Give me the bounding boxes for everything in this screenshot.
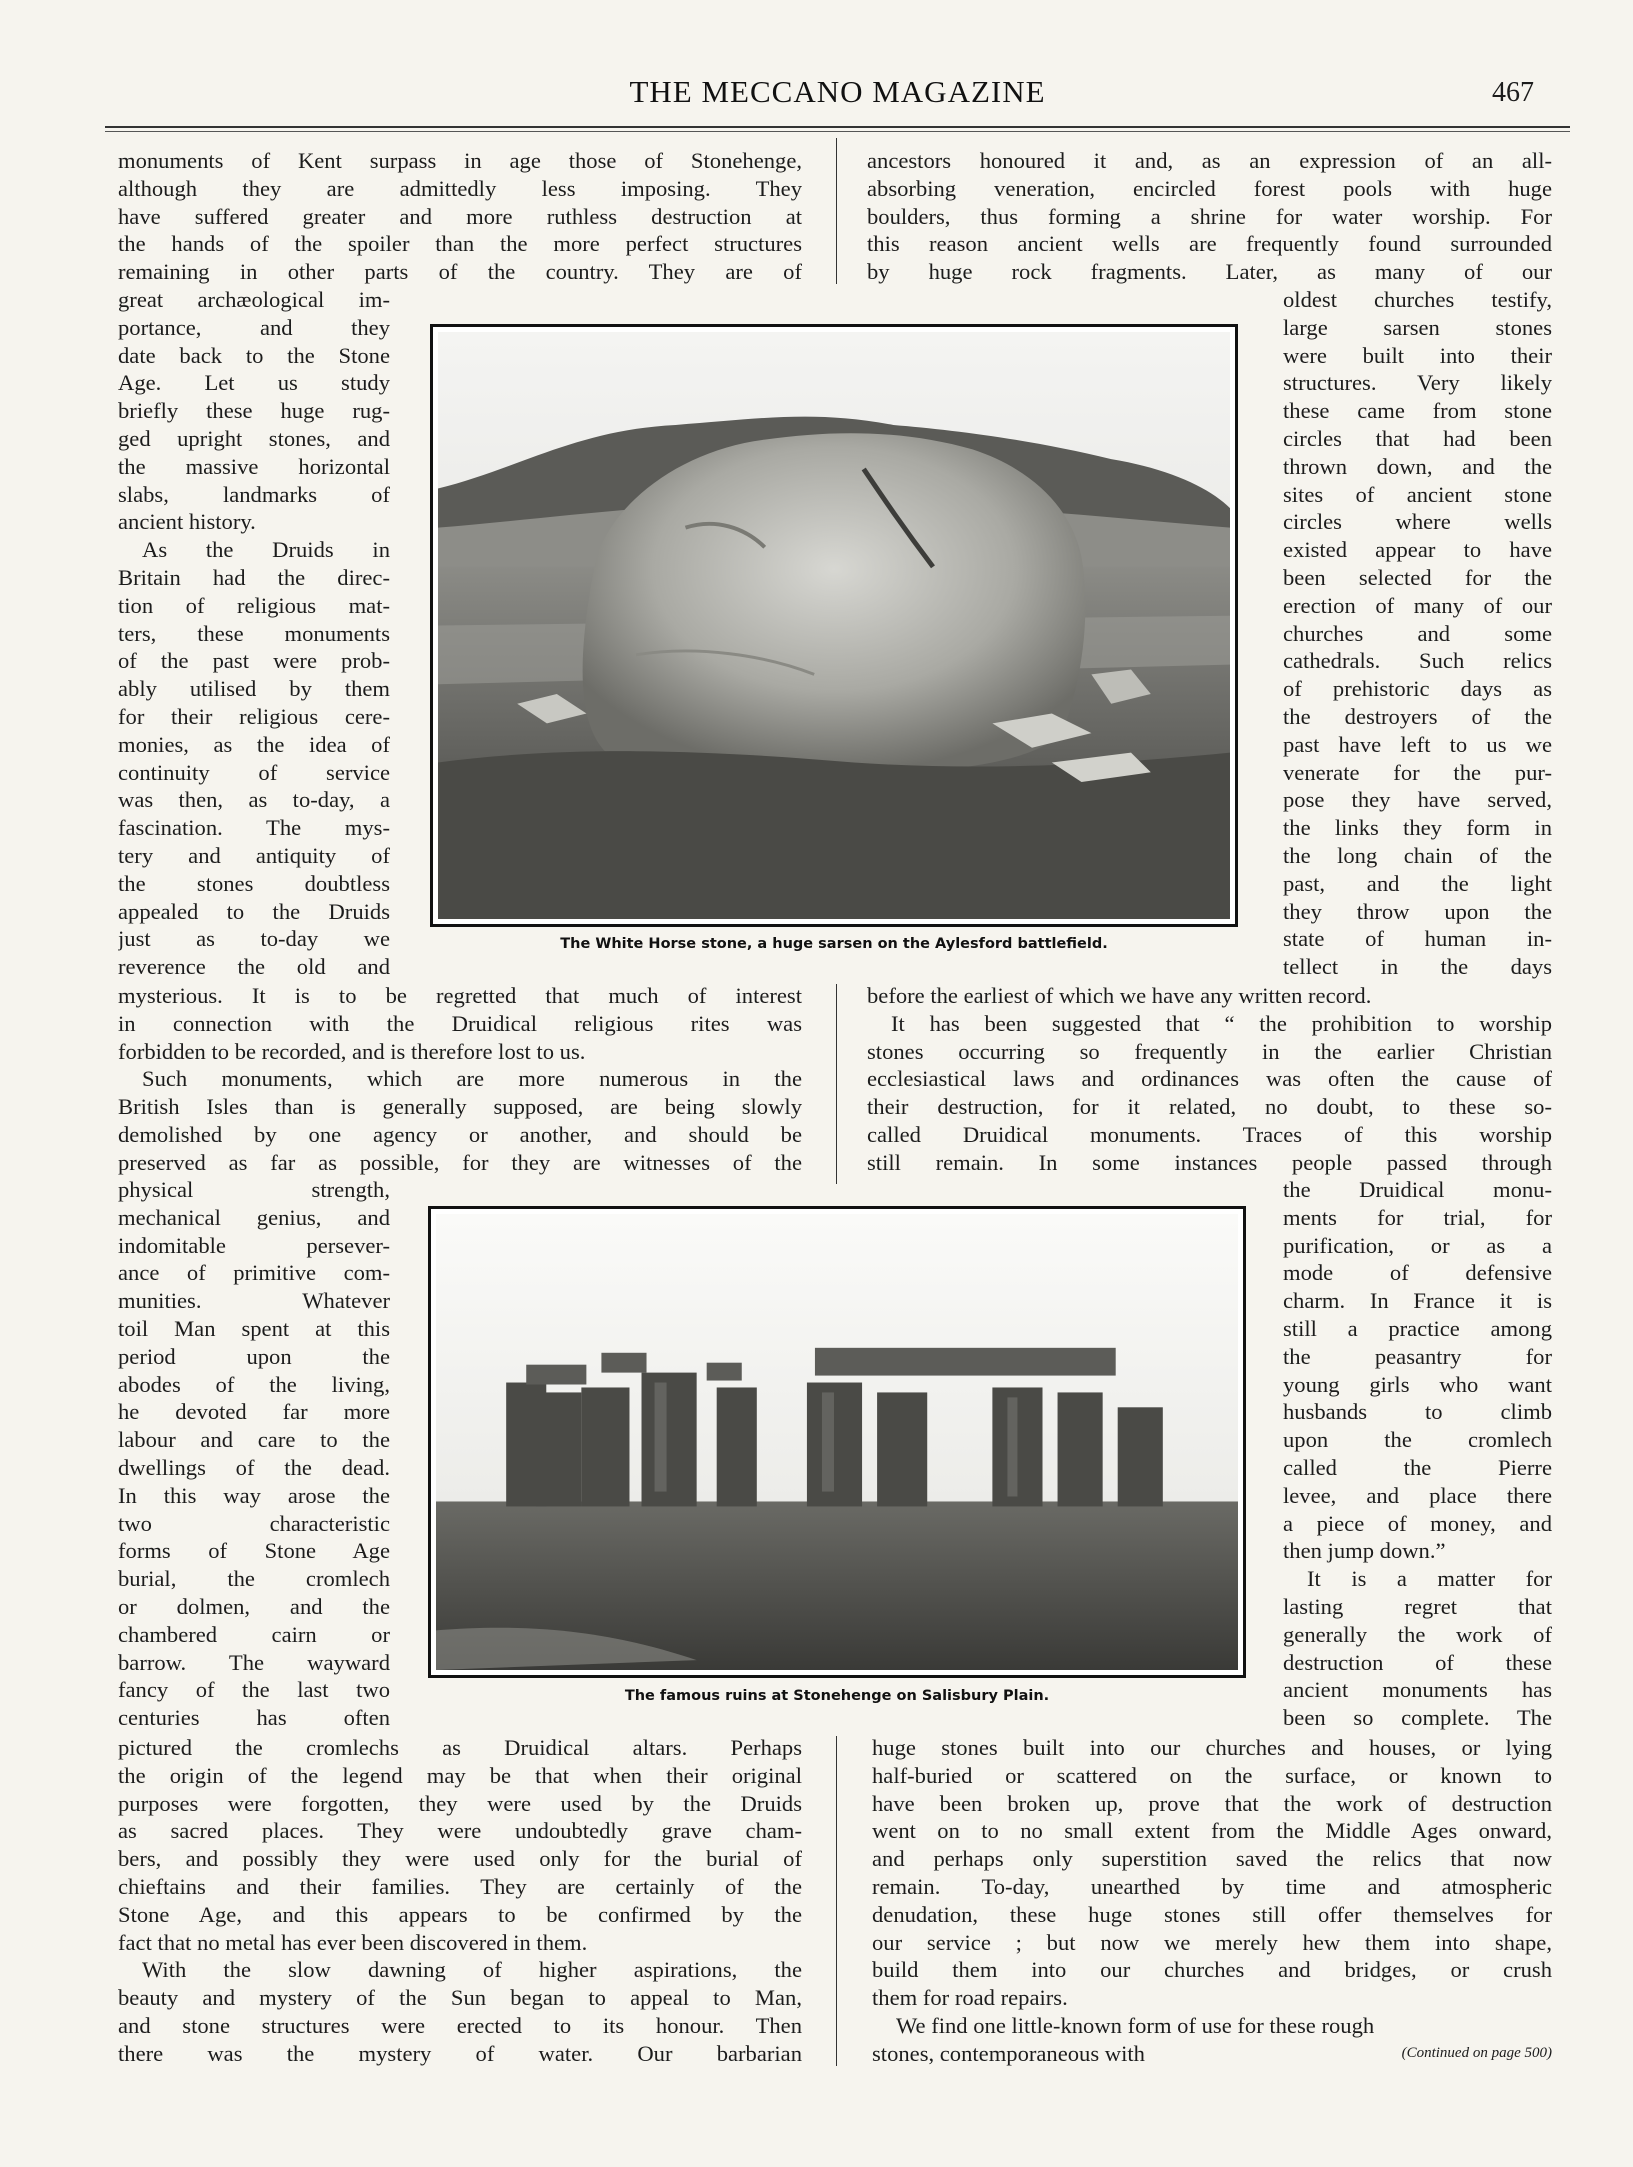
text-line: they throw upon the: [1283, 898, 1552, 924]
text-line: been selected for the: [1283, 564, 1552, 590]
text-line: our service ; but now we merely hew them into shape,: [872, 1929, 1552, 1955]
text-line: structures. Very likely: [1283, 370, 1552, 396]
text-line: two characteristic: [118, 1510, 390, 1536]
text-line: briefly these huge rug-: [118, 398, 390, 424]
text-line: was then, as to-day, a: [118, 787, 390, 813]
text-line: in connection with the Druidical religious rites was: [118, 1010, 802, 1036]
column-divider-bottom: [836, 1736, 837, 2066]
right-column-top-text: [867, 147, 1552, 286]
text-line: remain. To-day, unearthed by time and atmospheric: [872, 1873, 1552, 1899]
text-line: pictured the cromlechs as Druidical altars. Perhaps: [118, 1735, 802, 1760]
text-line: dwellings of the dead.: [118, 1454, 390, 1480]
text-line: fascination. The mys-: [118, 815, 390, 841]
text-line: destruction of these: [1283, 1649, 1552, 1675]
white-horse-caption: The White Horse stone, a huge sarsen on the Aylesford battlefield.: [560, 936, 1108, 952]
text-line: circles where wells: [1283, 509, 1552, 535]
text-line: demolished by one agency or another, and should be: [118, 1121, 802, 1147]
text-line: the Druidical monu-: [1283, 1177, 1552, 1202]
text-line: the massive horizontal: [118, 453, 390, 479]
text-line: then jump down.”: [1283, 1538, 1446, 1564]
text-line: ecclesiastical laws and ordinances was often the cause of: [867, 1066, 1552, 1092]
text-line: young girls who want: [1283, 1371, 1552, 1397]
text-line: continuity of service: [118, 759, 390, 785]
text-line: chieftains and their families. They are certainly of the: [118, 1873, 802, 1899]
text-line: date back to the Stone: [118, 342, 390, 368]
text-line: as sacred places. They were undoubtedly grave cham-: [118, 1818, 802, 1844]
text-line: have suffered greater and more ruthless destruction at: [118, 203, 802, 229]
text-line: absorbing veneration, encircled forest pools with huge: [867, 175, 1552, 201]
text-line: forbidden to be recorded, and is therefore lost to us.: [118, 1038, 586, 1064]
text-line: sites of ancient stone: [1283, 481, 1552, 507]
text-line: state of human in-: [1283, 926, 1552, 952]
right-column-middle-text: [867, 982, 1552, 1177]
text-line: remaining in other parts of the country. They are of: [118, 259, 802, 285]
text-line: We find one little-known form of use for these rough: [896, 2012, 1375, 2038]
continued-note: (Continued on page 500): [1401, 2045, 1552, 2061]
text-line: called the Pierre: [1283, 1454, 1552, 1480]
text-line: munities. Whatever: [118, 1288, 390, 1314]
text-line: thrown down, and the: [1283, 453, 1552, 479]
text-line: ters, these monuments: [118, 620, 390, 646]
column-divider-mid: [836, 984, 837, 1184]
text-line: With the slow dawning of higher aspirations, the: [142, 1957, 802, 1983]
text-line: It is a matter for: [1307, 1566, 1552, 1592]
text-line: still a practice among: [1283, 1315, 1552, 1341]
text-line: British Isles than is generally supposed, are being slowly: [118, 1094, 802, 1120]
text-line: been so complete. The: [1283, 1705, 1552, 1731]
text-line: ance of primitive com-: [118, 1260, 390, 1286]
text-line: monuments of Kent surpass in age those of Stonehenge,: [118, 148, 802, 173]
text-line: great archæological im-: [118, 287, 390, 312]
text-line: Such monuments, which are more numerous in the: [142, 1066, 802, 1092]
text-line: beauty and mystery of the Sun began to appeal to Man,: [118, 1985, 802, 2011]
left-narrow-text-2: [118, 1176, 390, 1732]
text-line: As the Druids in: [142, 537, 390, 563]
text-line: before the earliest of which we have any written record.: [867, 983, 1372, 1008]
text-line: pose they have served,: [1283, 787, 1552, 813]
page-number: 467: [1492, 77, 1534, 108]
text-line: burial, the cromlech: [118, 1566, 390, 1592]
text-line: tery and antiquity of: [118, 842, 390, 868]
text-line: called Druidical monuments. Traces of this worship: [867, 1121, 1552, 1147]
text-line: mechanical genius, and: [118, 1204, 390, 1230]
text-line: venerate for the pur-: [1283, 759, 1552, 785]
text-line: levee, and place there: [1283, 1482, 1552, 1508]
text-line: have been broken up, prove that the work of destruction: [872, 1790, 1552, 1816]
text-line: fact that no metal has ever been discovered in them.: [118, 1929, 588, 1955]
text-line: period upon the: [118, 1343, 390, 1369]
text-line: purification, or as a: [1283, 1232, 1552, 1258]
text-line: appealed to the Druids: [118, 898, 390, 924]
text-line: purposes were forgotten, they were used by the Druids: [118, 1790, 802, 1816]
text-line: preserved as far as possible, for they are witnesses of the: [118, 1149, 802, 1175]
text-line: erection of many of our: [1283, 592, 1552, 618]
text-line: barrow. The wayward: [118, 1649, 390, 1675]
text-line: denudation, these huge stones still offer themselves for: [872, 1901, 1552, 1927]
text-line: centuries has often: [118, 1705, 390, 1731]
text-line: ancestors honoured it and, as an expression of an all-: [867, 148, 1552, 173]
text-line: reverence the old and: [118, 954, 390, 980]
text-line: huge stones built into our churches and houses, or lying: [872, 1735, 1552, 1760]
text-line: existed appear to have: [1283, 537, 1552, 563]
text-line: It has been suggested that “ the prohibition to worship: [891, 1010, 1552, 1036]
text-line: cathedrals. Such relics: [1283, 648, 1552, 674]
text-line: portance, and they: [118, 314, 390, 340]
text-line: build them into our churches and bridges, or crush: [872, 1957, 1552, 1983]
magazine-title: THE MECCANO MAGAZINE: [629, 74, 1046, 109]
left-narrow-text-1: [118, 286, 390, 981]
text-line: large sarsen stones: [1283, 314, 1552, 340]
text-line: the origin of the legend may be that when their original: [118, 1762, 802, 1788]
right-narrow-text-1: [1283, 286, 1552, 981]
text-line: Britain had the direc-: [118, 564, 390, 590]
text-line: circles that had been: [1283, 425, 1552, 451]
text-line: past, and the light: [1283, 870, 1552, 896]
final-line-text: stones, contemporaneous with: [872, 2041, 1145, 2066]
text-line: slabs, landmarks of: [118, 481, 390, 507]
text-line: generally the work of: [1283, 1621, 1552, 1647]
text-line: he devoted far more: [118, 1399, 390, 1425]
stonehenge-photo: [428, 1206, 1246, 1678]
header-rule: [105, 126, 1570, 128]
text-line: husbands to climb: [1283, 1399, 1552, 1425]
text-line: went on to no small extent from the Middle Ages onward,: [872, 1818, 1552, 1844]
text-line: upon the cromlech: [1283, 1427, 1552, 1453]
text-line: forms of Stone Age: [118, 1538, 390, 1564]
header-rule-thin: [105, 131, 1570, 132]
text-line: toil Man spent at this: [118, 1315, 390, 1341]
stonehenge-image: [436, 1214, 1238, 1670]
text-line: although they are admittedly less imposing. They: [118, 175, 802, 201]
column-divider-top: [836, 138, 837, 284]
text-line: churches and some: [1283, 620, 1552, 646]
text-line: In this way arose the: [118, 1482, 390, 1508]
text-line: for their religious cere-: [118, 703, 390, 729]
text-line: chambered cairn or: [118, 1621, 390, 1647]
page-header: [105, 74, 1570, 114]
right-narrow-text-2: [1283, 1176, 1552, 1732]
text-line: half-buried or scattered on the surface, or known to: [872, 1762, 1552, 1788]
text-line: this reason ancient wells are frequently found surrounded: [867, 231, 1552, 257]
text-line: labour and care to the: [118, 1427, 390, 1453]
text-line: ancient history.: [118, 509, 256, 535]
text-line: of prehistoric days as: [1283, 676, 1552, 702]
text-line: indomitable persever-: [118, 1232, 390, 1258]
text-line: by huge rock fragments. Later, as many of our: [867, 259, 1552, 285]
text-line: their destruction, for it related, no doubt, to these so-: [867, 1094, 1552, 1120]
text-line: tellect in the days: [1283, 954, 1552, 980]
white-horse-stone-photo: [430, 324, 1238, 927]
stonehenge-caption: The famous ruins at Stonehenge on Salisbury Plain.: [624, 1688, 1050, 1704]
text-line: abodes of the living,: [118, 1371, 390, 1397]
text-line: there was the mystery of water. Our barbarian: [118, 2040, 802, 2066]
text-line: ged upright stones, and: [118, 425, 390, 451]
left-column-bottom-text: [118, 1734, 802, 2068]
text-line: charm. In France it is: [1283, 1288, 1552, 1314]
text-line: lasting regret that: [1283, 1593, 1552, 1619]
text-line: just as to-day we: [118, 926, 390, 952]
text-line: mode of defensive: [1283, 1260, 1552, 1286]
text-line: bers, and possibly they were used only for the burial of: [118, 1846, 802, 1872]
text-line: past have left to us we: [1283, 731, 1552, 757]
text-line: stones occurring so frequently in the earlier Christian: [867, 1038, 1552, 1064]
text-line: were built into their: [1283, 342, 1552, 368]
text-line: the hands of the spoiler than the more perfect structures: [118, 231, 802, 257]
left-column-middle-text: [118, 982, 802, 1177]
text-line: fancy of the last two: [118, 1677, 390, 1703]
text-line: of the past were prob-: [118, 648, 390, 674]
text-line: monies, as the idea of: [118, 731, 390, 757]
text-line: ments for trial, for: [1283, 1204, 1552, 1230]
left-column-top-text: [118, 147, 802, 286]
text-line: the peasantry for: [1283, 1343, 1552, 1369]
text-line: tion of religious mat-: [118, 592, 390, 618]
text-line: the links they form in: [1283, 815, 1552, 841]
right-column-bottom-text: [872, 1734, 1552, 2040]
text-line: the stones doubtless: [118, 870, 390, 896]
white-horse-stone-image: [438, 332, 1230, 919]
text-line: ably utilised by them: [118, 676, 390, 702]
text-line: or dolmen, and the: [118, 1593, 390, 1619]
text-line: still remain. In some instances people passed through: [867, 1149, 1552, 1175]
text-line: them for road repairs.: [872, 1985, 1068, 2011]
text-line: boulders, thus forming a shrine for water worship. For: [867, 203, 1552, 229]
text-line: Stone Age, and this appears to be confirmed by the: [118, 1901, 802, 1927]
text-line: the long chain of the: [1283, 842, 1552, 868]
text-line: mysterious. It is to be regretted that much of interest: [118, 983, 802, 1008]
text-line: the destroyers of the: [1283, 703, 1552, 729]
text-line: ancient monuments has: [1283, 1677, 1552, 1703]
text-line: these came from stone: [1283, 398, 1552, 424]
final-line: [872, 2040, 1552, 2068]
text-line: Age. Let us study: [118, 370, 390, 396]
text-line: physical strength,: [118, 1177, 390, 1202]
text-line: oldest churches testify,: [1283, 287, 1552, 312]
text-line: and stone structures were erected to its honour. Then: [118, 2012, 802, 2038]
text-line: a piece of money, and: [1283, 1510, 1552, 1536]
text-line: and perhaps only superstition saved the relics that now: [872, 1846, 1552, 1872]
